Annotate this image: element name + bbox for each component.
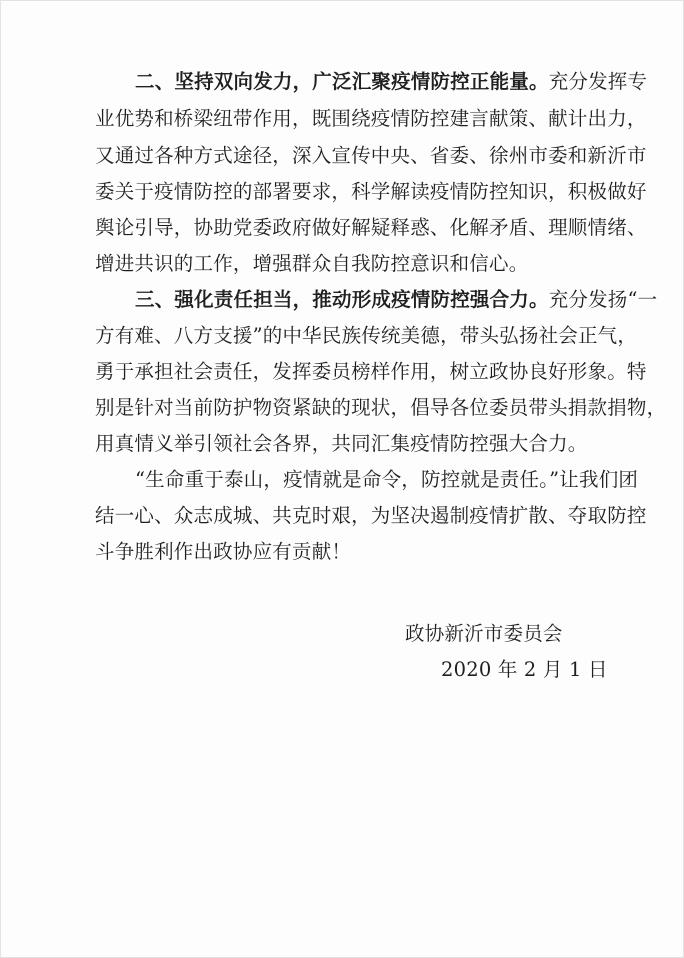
paragraph-3-line-4: 别是针对当前防护物资紧缺的现状，倡导各位委员带头捐款捐物， [95,396,667,419]
paragraph-2-line-1-text: 充分发挥专 [548,70,648,93]
paragraph-3-line-5: 用真情义举引领社会各界，共同汇集疫情防控强大合力。 [95,432,588,455]
paragraph-closing-line-1: “生命重于泰山，疫情就是命令，防控就是责任。”让我们团 [135,468,639,491]
paragraph-closing-line-2: 结一心、众志成城、共克时艰，为坚决遏制疫情扩散、夺取防控 [95,504,647,527]
signature-date: 2020 年 2 月 1 日 [441,658,608,681]
paragraph-2-line-3: 又通过各种方式途径，深入宣传中央、省委、徐州市委和新沂市 [95,144,647,167]
paragraph-2-line-6: 增进共识的工作，增强群众自我防控意识和信心。 [95,252,529,275]
paragraph-3-line-1 [135,287,684,313]
paragraph-2-line-1 [135,69,684,95]
paragraph-3-line-3: 勇于承担社会责任，发挥委员榜样作用，树立政协良好形象。特 [95,360,647,383]
paragraph-2-line-2: 业优势和桥梁纽带作用，既围绕疫情防控建言献策、献计出力， [95,107,647,130]
paragraph-2-line-4: 委关于疫情防控的部署要求，科学解读疫情防控知识，积极做好 [95,180,647,203]
paragraph-closing-line-3: 斗争胜利作出政协应有贡献！ [95,540,352,563]
signature-organization: 政协新沂市委员会 [405,622,563,645]
paragraph-2-line-5: 舆论引导，协助党委政府做好解疑释惑、化解矛盾、理顺情绪、 [95,216,647,239]
paragraph-2-heading: 二、坚持双向发力，广泛汇聚疫情防控正能量。 [135,70,549,93]
paragraph-3-heading: 三、强化责任担当，推动形成疫情防控强合力。 [135,288,549,311]
paragraph-3-line-2: 方有难、八方支援”的中华民族传统美德，带头弘扬社会正气， [95,324,638,347]
paragraph-3-line-1-text: 充分发扬“一 [548,288,658,311]
